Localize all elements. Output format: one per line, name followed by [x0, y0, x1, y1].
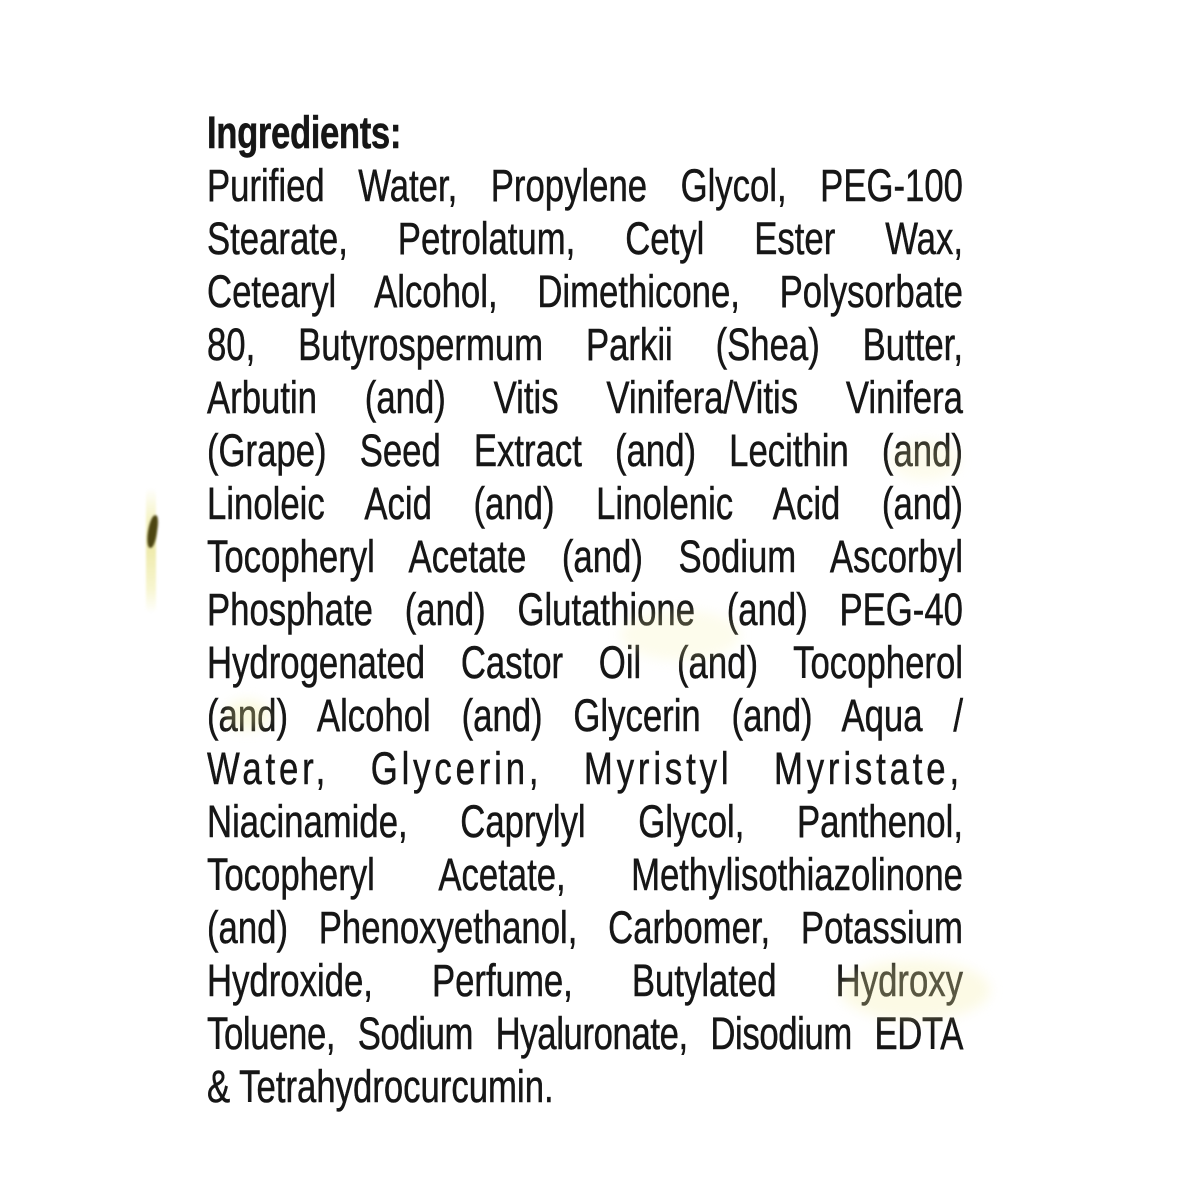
ingredients-line: & Tetrahydrocurcumin.: [207, 1061, 554, 1112]
ingredients-line: Niacinamide, Caprylyl Glycol, Panthenol,: [207, 796, 963, 847]
ingredients-line: Phosphate (and) Glutathione (and) PEG-40: [207, 584, 963, 635]
ingredients-line: Toluene, Sodium Hyaluronate, Disodium EDTA: [207, 1008, 963, 1059]
ingredients-line: Tocopheryl Acetate, Methylisothiazolinone: [207, 849, 963, 900]
ingredients-line: Tocopheryl Acetate (and) Sodium Ascorbyl: [207, 531, 963, 582]
ingredients-heading: Ingredients:: [207, 107, 402, 158]
ingredients-line: Hydroxide, Perfume, Butylated Hydroxy: [207, 955, 963, 1006]
scan-smudge-streak: [146, 488, 156, 613]
ingredients-line: Arbutin (and) Vitis Vinifera/Vitis Vinifera: [207, 372, 963, 423]
ingredients-line: (Grape) Seed Extract (and) Lecithin (and): [207, 425, 963, 476]
ingredients-line: (and) Phenoxyethanol, Carbomer, Potassium: [207, 902, 963, 953]
ingredients-line: Cetearyl Alcohol, Dimethicone, Polysorbate: [207, 266, 963, 317]
ingredients-line: Hydrogenated Castor Oil (and) Tocopherol: [207, 637, 963, 688]
ingredients-line: Purified Water, Propylene Glycol, PEG-100: [207, 160, 963, 211]
ingredients-line: 80, Butyrospermum Parkii (Shea) Butter,: [207, 319, 963, 370]
ingredients-line: (and) Alcohol (and) Glycerin (and) Aqua /: [207, 690, 963, 741]
ingredients-line: Water, Glycerin, Myristyl Myristate,: [207, 743, 963, 794]
ingredients-line: Linoleic Acid (and) Linolenic Acid (and): [207, 478, 963, 529]
ingredients-line: Stearate, Petrolatum, Cetyl Ester Wax,: [207, 213, 963, 264]
ingredients-panel: [207, 106, 963, 1113]
